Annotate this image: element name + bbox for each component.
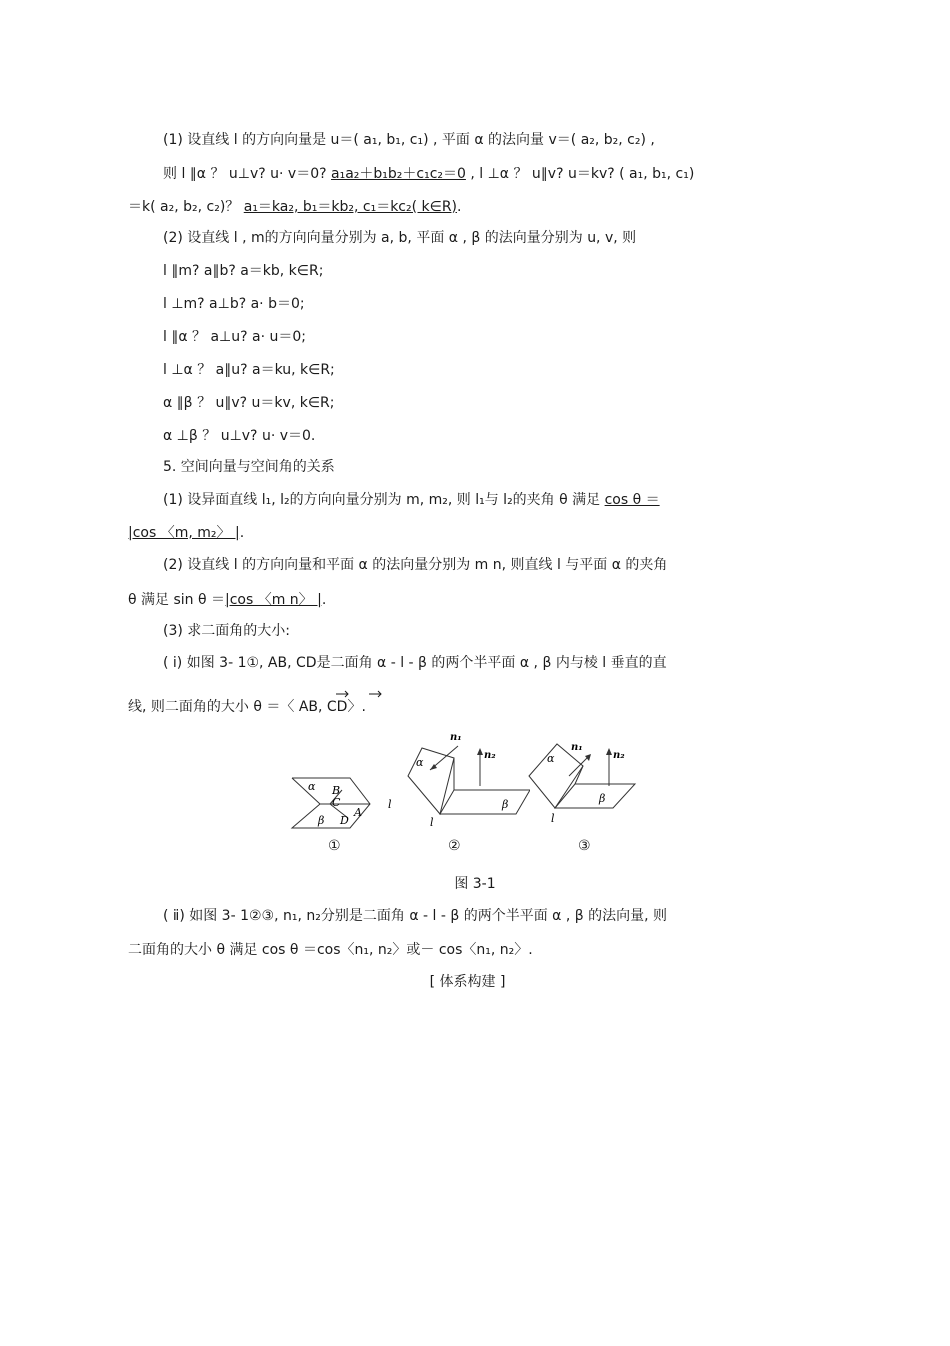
section-heading-5: 5. 空间向量与空间角的关系 bbox=[163, 459, 335, 475]
text-segment: 则 l ∥α ？ u⊥v? u· v＝0? bbox=[163, 166, 331, 182]
text-line-4: (2) 设直线 l , m的方向向量分别为 a, b, 平面 α , β 的法向量分别为 u, v, 则 bbox=[163, 230, 637, 246]
text-line-9: α ∥β ？ u∥v? u＝kv, k∈R; bbox=[163, 395, 335, 411]
figure-2-diagram bbox=[400, 728, 530, 828]
label-beta: β bbox=[502, 798, 509, 811]
text-segment: . bbox=[457, 199, 462, 215]
text-line-12 bbox=[163, 490, 660, 510]
text-line-17: ( ⅰ) 如图 3- 1①, AB, CD是二面角 α - l - β 的两个半平面 α , β 内与棱 l 垂直的直 bbox=[163, 655, 667, 671]
text-line-7: l ∥α ？ a⊥u? a· u＝0; bbox=[163, 329, 306, 345]
text-line-14: (2) 设直线 l 的方向向量和平面 α 的法向量分别为 m n, 则直线 l 与平面 α 的夹角 bbox=[163, 557, 668, 573]
text-line-3 bbox=[128, 197, 461, 217]
text-line-20: ( ⅱ) 如图 3- 1②③, n₁, n₂分别是二面角 α - l - β 的两个半平面 α , β 的法向量, 则 bbox=[163, 908, 668, 924]
text-segment: ＝k( a₂, b₂, c₂)？ bbox=[128, 199, 244, 215]
text-segment: . bbox=[321, 592, 327, 608]
label-alpha: α bbox=[416, 756, 424, 769]
label-n2: n₂ bbox=[484, 750, 496, 761]
text-segment: , l ⊥α ？ u∥v? u＝kv? ( a₁, b₁, c₁) bbox=[465, 166, 695, 182]
text-line-21: 二面角的大小 θ 满足 cos θ ＝cos〈n₁, n₂〉或－ cos〈n₁, n₂〉. bbox=[128, 942, 533, 958]
figure-caption: 图 3-1 bbox=[454, 876, 496, 892]
section-heading-system: [ 体系构建 ] bbox=[429, 974, 506, 990]
label-alpha: α bbox=[308, 780, 316, 793]
figure-1-diagram bbox=[290, 768, 400, 838]
text-line-1: (1) 设直线 l 的方向向量是 u＝( a₁, b₁, c₁) , 平面 α 的法向量 v＝( a₂, b₂, c₂) , bbox=[163, 132, 655, 148]
text-segment: (1) 设异面直线 l₁, l₂的方向向量分别为 m, m₂, 则 l₁与 l₂的夹角 θ 满足 bbox=[163, 492, 605, 508]
label-B: B bbox=[332, 784, 341, 797]
label-C: C bbox=[332, 796, 341, 809]
underlined-answer: a₁a₂＋b₁b₂＋c₁c₂＝0 bbox=[331, 166, 466, 182]
text-line-5: l ∥m? a∥b? a＝kb, k∈R; bbox=[163, 263, 324, 279]
label-n1: n₁ bbox=[571, 742, 583, 753]
vector-arrows bbox=[330, 688, 390, 700]
text-line-6: l ⊥m? a⊥b? a· b＝0; bbox=[163, 296, 305, 312]
label-l: l bbox=[430, 816, 434, 828]
figure-3-1 bbox=[280, 728, 660, 858]
figure-number-1: ① bbox=[328, 838, 341, 854]
text-line-15 bbox=[128, 590, 326, 610]
label-beta: β bbox=[599, 792, 606, 805]
text-segment: . bbox=[239, 525, 245, 541]
text-line-13 bbox=[128, 523, 244, 543]
label-A: A bbox=[354, 806, 362, 819]
text-line-2 bbox=[163, 164, 694, 184]
text-line-8: l ⊥α ？ a∥u? a＝ku, k∈R; bbox=[163, 362, 335, 378]
underlined-answer: cos θ ＝ bbox=[604, 492, 660, 508]
label-beta: β bbox=[318, 814, 325, 827]
figure-number-2: ② bbox=[448, 838, 461, 854]
text-line-10: α ⊥β ？ u⊥v? u· v＝0. bbox=[163, 428, 316, 444]
underlined-answer: |cos 〈m n〉 | bbox=[225, 592, 322, 608]
label-n1: n₁ bbox=[450, 732, 462, 743]
label-l: l bbox=[551, 812, 555, 825]
figure-number-3: ③ bbox=[578, 838, 591, 854]
underlined-answer: a₁＝ka₂, b₁＝kb₂, c₁＝kc₂( k∈R) bbox=[243, 199, 458, 215]
label-l: l bbox=[388, 798, 392, 811]
text-segment: θ 满足 sin θ ＝ bbox=[128, 592, 225, 608]
label-n2: n₂ bbox=[613, 750, 625, 761]
label-D: D bbox=[340, 814, 349, 827]
text-line-16: (3) 求二面角的大小: bbox=[163, 623, 290, 639]
label-alpha: α bbox=[547, 752, 555, 765]
figure-3-diagram bbox=[525, 736, 660, 826]
text-line-18: 线, 则二面角的大小 θ ＝〈 AB, CD〉. bbox=[128, 699, 366, 715]
underlined-answer: |cos 〈m, m₂〉 | bbox=[128, 525, 240, 541]
